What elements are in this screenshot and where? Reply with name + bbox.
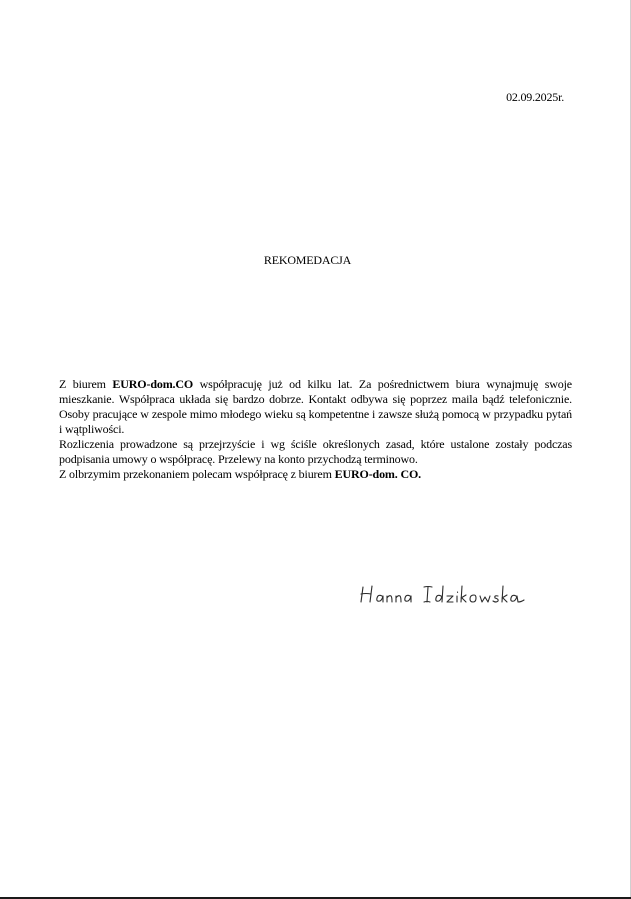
document-title: REKOMEDACJA [263,253,352,267]
handwritten-signature [358,580,543,610]
document-date: 02.09.2025r. [506,90,564,104]
paragraph-text: Z olbrzymim przekonaniem polecam współpracę z biurem [59,467,335,481]
paragraph-settlements: Rozliczenia prowadzone są przejrzyście i wg ściśle określonych zasad, które ustalone zostały podczas podpisania umowy o współpracę. Przelewy na konto przychodzą terminowo. [59,437,572,466]
company-name: EURO-dom.CO [112,377,194,391]
paragraph-recommendation [59,467,572,482]
paragraph-text: Z biurem [59,377,113,391]
company-name: EURO-dom. CO. [334,467,422,481]
document-body [59,377,572,482]
paragraph-text: współpracuję już od kilku lat. Za pośrednictwem biura wynajmuję swoje mieszkanie. Współpraca układa się bardzo dobrze. Kontakt odbywa się poprzez maila bądź telefonicznie. Osoby pracujące w zespole mimo młodego wieku są kompetentne i zawsze służą pomocą w przypadku pytań i wątpliwości. [59,377,572,436]
paragraph-experience [59,377,572,437]
